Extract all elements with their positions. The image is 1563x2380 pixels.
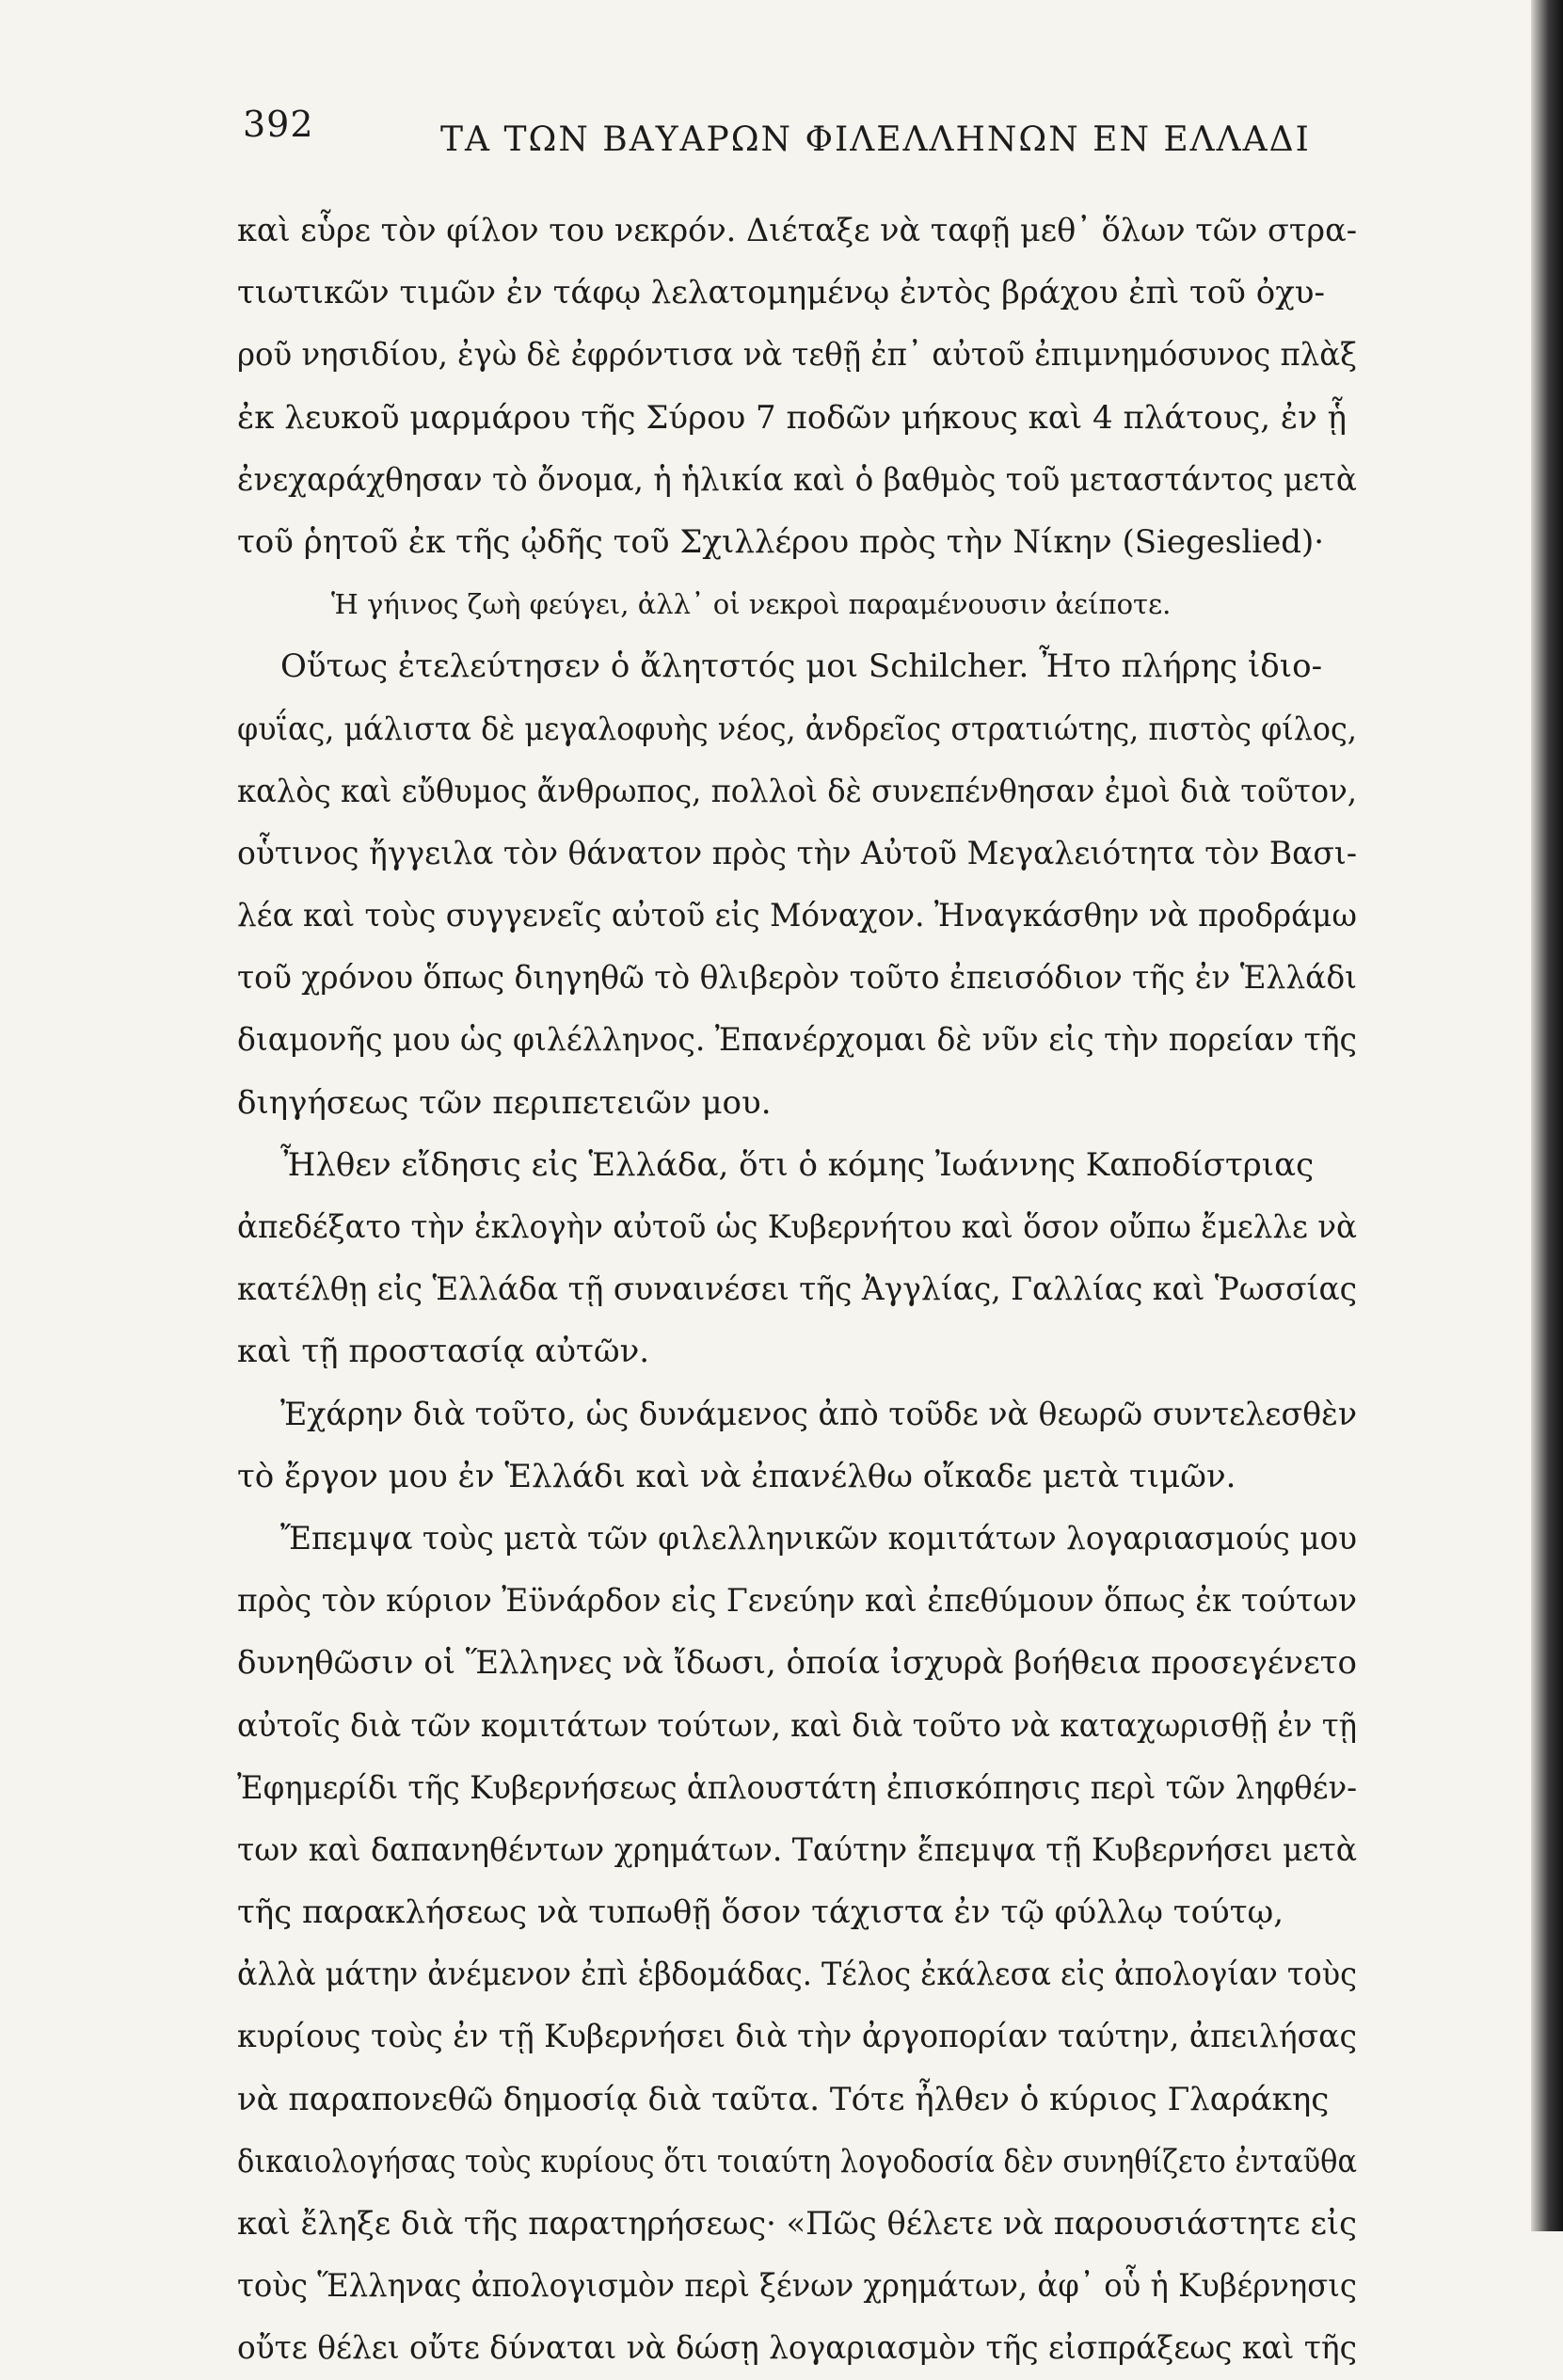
page-edge-shadow: [1531, 0, 1563, 2231]
text-line: τοῦ χρόνου ὅπως διηγηθῶ τὸ θλιβερὸν τοῦτο ἐπεισόδιον τῆς ἐν Ἑλλάδι: [237, 959, 1358, 998]
text-line: πρὸς τὸν κύριον Ἐϋνάρδον εἰς Γενεύην καὶ ἐπεθύμουν ὅπως ἐκ τούτων: [237, 1582, 1358, 1621]
text-line: ἀλλὰ μάτην ἀνέμενον ἐπὶ ἑβδομάδας. Τέλος ἐκάλεσα εἰς ἀπολογίαν τοὺς: [237, 1956, 1357, 1994]
text-line: τῆς παρακλήσεως νὰ τυπωθῇ ὅσον τάχιστα ἐν τῷ φύλλῳ τούτῳ,: [237, 1893, 1284, 1932]
text-line: Ἔπεμψα τοὺς μετὰ τῶν φιλελληνικῶν κομιτάτων λογαριασμούς μου: [280, 1519, 1358, 1557]
text-line: Ἐχάρην διὰ τοῦτο, ὡς δυνάμενος ἀπὸ τοῦδε νὰ θεωρῶ συντελεσθὲν: [280, 1395, 1358, 1433]
text-line: φυΐας, μάλιστα δὲ μεγαλοφυὴς νέος, ἀνδρεῖος στρατιώτης, πιστὸς φίλος,: [237, 710, 1357, 748]
text-line: ροῦ νησιδίου, ἐγὼ δὲ ἐφρόντισα νὰ τεθῇ ἐπ᾽ αὐτοῦ ἐπιμνημόσυνος πλὰξ: [237, 336, 1357, 375]
text-line: τιωτικῶν τιμῶν ἐν τάφῳ λελατομημένῳ ἐντὸς βράχου ἐπὶ τοῦ ὀχυ-: [237, 274, 1325, 312]
text-line: καὶ τῇ προστασίᾳ αὐτῶν.: [237, 1333, 650, 1371]
text-line: τοῦ ῥητοῦ ἐκ τῆς ᾠδῆς τοῦ Σχιλλέρου πρὸς τὴν Νίκην (Siegeslied)·: [237, 522, 1325, 561]
running-title: ΤΑ ΤΩΝ ΒΑΥΑΡΩΝ ΦΙΛΕΛΛΗΝΩΝ ΕΝ ΕΛΛΑΔΙ: [440, 120, 1311, 159]
body-text: [237, 200, 1366, 2380]
text-line: οὔτε θέλει οὔτε δύναται νὰ δώσῃ λογαριασμὸν τῆς εἰσπράξεως καὶ τῆς: [237, 2329, 1357, 2368]
text-line: ἐκ λευκοῦ μαρμάρου τῆς Σύρου 7 ποδῶν μήκους καὶ 4 πλάτους, ἐν ᾗ: [237, 398, 1348, 437]
text-line: δικαιολογήσας τοὺς κυρίους ὅτι τοιαύτη λογοδοσία δὲν συνηθίζετο ἐνταῦθα: [237, 2142, 1358, 2180]
text-line: ἐνεχαράχθησαν τὸ ὄνομα, ἡ ἡλικία καὶ ὁ βαθμὸς τοῦ μεταστάντος μετὰ: [237, 460, 1357, 499]
text-line: Ἐφημερίδι τῆς Κυβερνήσεως ἁπλουστάτη ἐπισκόπησις περὶ τῶν ληφθέν-: [237, 1768, 1358, 1807]
text-line: τοὺς Ἕλληνας ἀπολογισμὸν περὶ ξένων χρημάτων, ἀφ᾽ οὗ ἡ Κυβέρνησις: [237, 2267, 1357, 2306]
text-line: λέα καὶ τοὺς συγγενεῖς αὐτοῦ εἰς Μόναχον. Ἠναγκάσθην νὰ προδράμω: [237, 897, 1358, 935]
text-line: νὰ παραπονεθῶ δημοσίᾳ διὰ ταῦτα. Τότε ἦλθεν ὁ κύριος Γλαράκης: [237, 2080, 1330, 2118]
text-line: Ἦλθεν εἴδησις εἰς Ἑλλάδα, ὅτι ὁ κόμης Ἰωάννης Καποδίστριας: [280, 1145, 1315, 1184]
page-number: 392: [243, 104, 314, 145]
quote-line: Ἡ γήινος ζωὴ φεύγει, ἀλλ᾽ οἱ νεκροὶ παραμένουσιν ἀείποτε.: [331, 588, 1172, 621]
text-line: οὗτινος ἤγγειλα τὸν θάνατον πρὸς τὴν Αὐτοῦ Μεγαλειότητα τὸν Βασι-: [237, 834, 1358, 872]
text-line: καὶ εὗρε τὸν φίλον του νεκρόν. Διέταξε νὰ ταφῇ μεθ᾽ ὅλων τῶν στρα-: [237, 212, 1358, 249]
text-line: Οὕτως ἐτελεύτησεν ὁ ἄλητστός μοι Schilcher. Ἦτο πλήρης ἰδιο-: [280, 647, 1323, 686]
text-line: καὶ ἔληξε διὰ τῆς παρατηρήσεως· «Πῶς θέλετε νὰ παρουσιάστητε εἰς: [237, 2205, 1357, 2243]
page-header: [243, 104, 1311, 169]
text-line: αὐτοῖς διὰ τῶν κομιτάτων τούτων, καὶ διὰ τοῦτο νὰ καταχωρισθῇ ἐν τῇ: [237, 1706, 1358, 1745]
text-line: διηγήσεως τῶν περιπετειῶν μου.: [237, 1083, 772, 1122]
text-line: ἀπεδέξατο τὴν ἐκλογὴν αὐτοῦ ὡς Κυβερνήτου καὶ ὅσον οὔπω ἔμελλε νὰ: [237, 1208, 1357, 1246]
text-line: διαμονῆς μου ὡς φιλέλληνος. Ἐπανέρχομαι δὲ νῦν εἰς τὴν πορείαν τῆς: [237, 1021, 1358, 1060]
text-line: καλὸς καὶ εὔθυμος ἄνθρωπος, πολλοὶ δὲ συνεπένθησαν ἐμοὶ διὰ τοῦτον,: [237, 772, 1358, 810]
text-line: τὸ ἔργον μου ἐν Ἑλλάδι καὶ νὰ ἐπανέλθω οἴκαδε μετὰ τιμῶν.: [237, 1457, 1236, 1495]
text-line: κατέλθῃ εἰς Ἑλλάδα τῇ συναινέσει τῆς Ἀγγλίας, Γαλλίας καὶ Ῥωσσίας: [237, 1270, 1358, 1309]
text-line: δυνηθῶσιν οἱ Ἕλληνες νὰ ἴδωσι, ὁποία ἰσχυρὰ βοήθεια προσεγένετο: [237, 1644, 1357, 1683]
text-line: κυρίους τοὺς ἐν τῇ Κυβερνήσει διὰ τὴν ἀργοπορίαν ταύτην, ἀπειλήσας: [237, 2018, 1357, 2056]
text-line: των καὶ δαπανηθέντων χρημάτων. Ταύτην ἔπεμψα τῇ Κυβερνήσει μετὰ: [237, 1830, 1358, 1869]
